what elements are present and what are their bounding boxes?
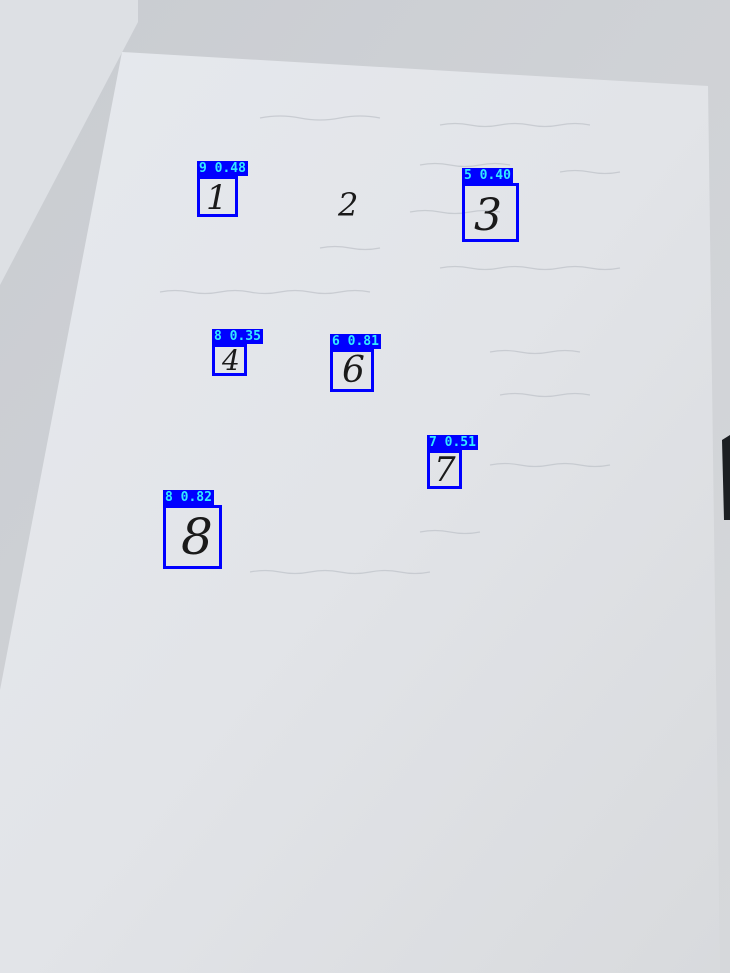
- detection-box: [427, 450, 462, 489]
- detection-label: 9 0.48: [199, 161, 246, 176]
- handwritten-digit: 3: [474, 190, 502, 241]
- detection-label: 8 0.35: [214, 329, 261, 344]
- detection-label: 5 0.40: [464, 168, 511, 183]
- detection-label: 7 0.51: [429, 435, 476, 450]
- paper-sheet: [0, 52, 720, 973]
- handwritten-digit: 6: [342, 350, 365, 391]
- handwritten-digit: 7: [434, 450, 456, 490]
- detection-box: [163, 505, 222, 569]
- detection-box: [212, 344, 247, 376]
- handwritten-digit: 4: [222, 344, 240, 377]
- handwritten-digit: 2: [338, 186, 359, 224]
- detection-box: [462, 183, 519, 242]
- detection-box: [197, 176, 238, 217]
- detection-label: 8 0.82: [165, 490, 212, 505]
- detection-box: [330, 349, 374, 392]
- handwritten-digit: 1: [206, 178, 228, 218]
- detection-label: 6 0.81: [332, 334, 379, 349]
- handwritten-digit: 8: [181, 508, 213, 566]
